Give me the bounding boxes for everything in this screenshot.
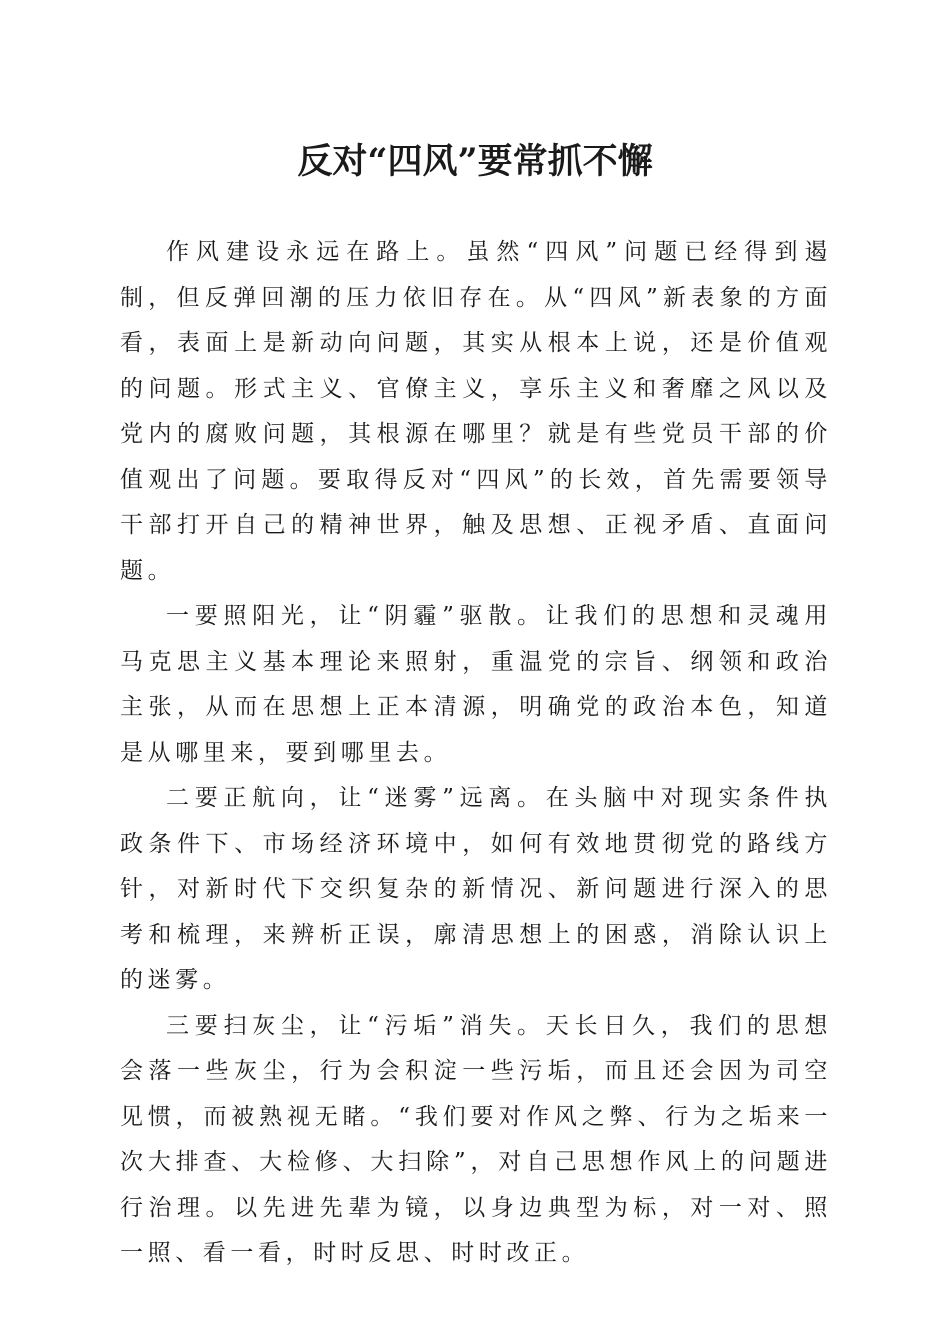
document-title: 反对“四风”要常抓不懈 (297, 141, 653, 182)
paragraph-point-two: 二要正航向，让“迷雾”远离。在头脑中对现实条件执政条件下、市场经济环境中，如何有效地贯彻党的路线方针，对新时代下交织复杂的新情况、新问题进行深入的思考和梳理，来辨析正误，廓清思想上的困惑，消除认识上的迷雾。 (120, 785, 832, 993)
paragraph-point-three: 三要扫灰尘，让“污垢”消失。天长日久，我们的思想会落一些灰尘，行为会积淀一些污垢，而且还会因为司空见惯，而被熟视无睹。“我们要对作风之弊、行为之垢来一次大排查、大检修、大扫除”，对自己思想作风上的问题进行治理。以先进先辈为镜，以身边典型为标，对一对、照一照、看一看，时时反思、时时改正。 (120, 1012, 832, 1266)
paragraph-intro: 作风建设永远在路上。虽然“四风”问题已经得到遏制，但反弹回潮的压力依旧存在。从“四风”新表象的方面看，表面上是新动向问题，其实从根本上说，还是价值观的问题。形式主义、官僚主义，享乐主义和奢靡之风以及党内的腐败问题，其根源在哪里？就是有些党员干部的价值观出了问题。要取得反对“四风”的长效，首先需要领导干部打开自己的精神世界，触及思想、正视矛盾、直面问题。 (120, 239, 832, 584)
document-body (120, 230, 832, 1277)
paragraph-point-one: 一要照阳光，让“阴霾”驱散。让我们的思想和灵魂用马克思主义基本理论来照射，重温党的宗旨、纲领和政治主张，从而在思想上正本清源，明确党的政治本色，知道是从哪里来，要到哪里去。 (120, 603, 832, 766)
